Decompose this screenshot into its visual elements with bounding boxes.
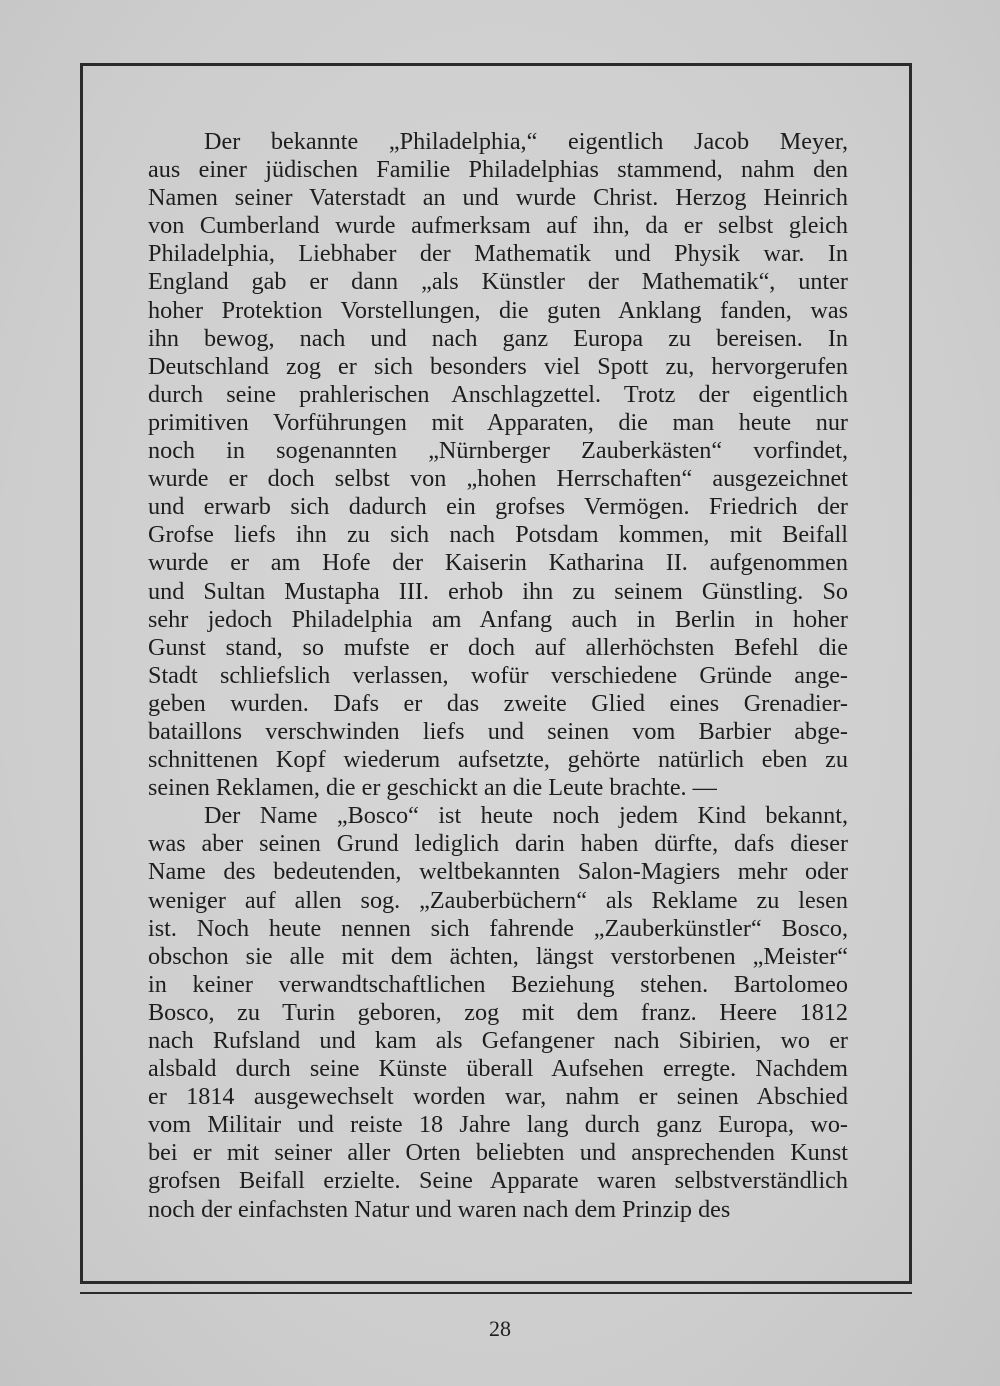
text-line: Namen seiner Vaterstadt an und wurde Christ. Herzog Heinrich <box>148 184 848 212</box>
text-line: schnittenen Kopf wiederum aufsetzte, gehörte natürlich eben zu <box>148 746 848 774</box>
text-line: was aber seinen Grund lediglich darin haben dürfte, dafs dieser <box>148 830 848 858</box>
text-line: sehr jedoch Philadelphia am Anfang auch in Berlin in hoher <box>148 605 848 633</box>
text-line: in keiner verwandtschaftlichen Beziehung stehen. Bartolomeo <box>148 970 848 998</box>
text-line: bataillons verschwinden liefs und seinen vom Barbier abge- <box>148 717 848 745</box>
text-line: nach Rufsland und kam als Gefangener nach Sibirien, wo er <box>148 1027 848 1054</box>
text-line: ist. Noch heute nennen sich fahrende „Zauberkünstler“ Bosco, <box>148 914 848 942</box>
text-line: grofsen Beifall erzielte. Seine Apparate waren selbstverständlich <box>148 1167 848 1195</box>
text-line: seinen Reklamen, die er geschickt an die Leute brachte. — <box>148 774 717 802</box>
text-line: und erwarb sich dadurch ein grofses Vermögen. Friedrich der <box>148 493 848 521</box>
text-line: Philadelphia, Liebhaber der Mathematik und Physik war. In <box>148 240 848 268</box>
paragraph-philadelphia <box>148 128 848 802</box>
text-line: Grofse liefs ihn zu sich nach Potsdam kommen, mit Beifall <box>148 521 848 549</box>
text-line: Der Name „Bosco“ ist heute noch jedem Kind bekannt, <box>204 802 848 830</box>
page-border-rule <box>80 1292 912 1294</box>
text-line: Gunst stand, so mufste er doch auf allerhöchsten Befehl die <box>148 633 848 661</box>
page-number: 28 <box>489 1316 511 1341</box>
text-line: primitiven Vorführungen mit Apparaten, die man heute nur <box>148 408 848 436</box>
text-line: wurde er am Hofe der Kaiserin Katharina II. aufgenommen <box>148 549 848 577</box>
text-line: noch der einfachsten Natur und waren nach dem Prinzip des <box>148 1195 731 1223</box>
text-line: Name des bedeutenden, weltbekannten Salon-Magiers mehr oder <box>148 858 848 886</box>
text-line: Der bekannte „Philadelphia,“ eigentlich Jacob Meyer, <box>204 128 848 155</box>
text-line: noch in sogenannten „Nürnberger Zauberkästen“ vorfindet, <box>148 437 848 465</box>
text-line: bei er mit seiner aller Orten beliebten und ansprechenden Kunst <box>148 1139 848 1167</box>
text-line: Deutschland zog er sich besonders viel Spott zu, hervorgerufen <box>148 352 848 380</box>
text-line: von Cumberland wurde aufmerksam auf ihn, da er selbst gleich <box>148 212 848 240</box>
text-line: aus einer jüdischen Familie Philadelphias stammend, nahm den <box>148 156 848 184</box>
text-line: vom Militair und reiste 18 Jahre lang durch ganz Europa, wo- <box>148 1111 848 1139</box>
text-line: er 1814 ausgewechselt worden war, nahm er seinen Abschied <box>148 1083 848 1111</box>
text-line: ihn bewog, nach und nach ganz Europa zu bereisen. In <box>148 324 848 352</box>
text-line: und Sultan Mustapha III. erhob ihn zu seinem Günstling. So <box>148 577 848 605</box>
text-line: hoher Protektion Vorstellungen, die guten Anklang fanden, was <box>148 296 848 324</box>
text-line: geben wurden. Dafs er das zweite Glied eines Grenadier- <box>148 689 848 717</box>
text-line: durch seine prahlerischen Anschlagzettel. Trotz der eigentlich <box>148 380 848 408</box>
text-line: Stadt schliefslich verlassen, wofür verschiedene Gründe ange- <box>148 661 848 689</box>
text-line: Bosco, zu Turin geboren, zog mit dem franz. Heere 1812 <box>148 998 848 1026</box>
body-text <box>148 128 848 1224</box>
text-line: wurde er doch selbst von „hohen Herrschaften“ ausgezeichnet <box>148 465 848 493</box>
text-line: England gab er dann „als Künstler der Mathematik“, unter <box>148 268 848 296</box>
paragraph-bosco <box>148 802 848 1223</box>
text-line: alsbald durch seine Künste überall Aufsehen erregte. Nachdem <box>148 1055 848 1083</box>
text-line: weniger auf allen sog. „Zauberbüchern“ als Reklame zu lesen <box>148 886 848 914</box>
text-line: obschon sie alle mit dem ächten, längst verstorbenen „Meister“ <box>148 942 848 970</box>
